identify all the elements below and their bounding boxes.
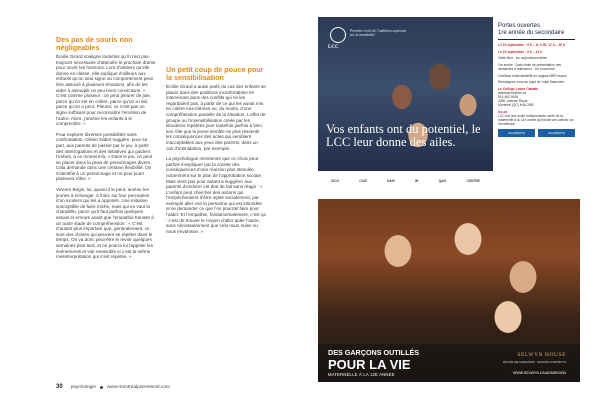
- students-photo: [318, 17, 493, 191]
- brand-subtitle: ÉCOLE DE GARÇONS · SCHOOL FOR BOYS: [503, 360, 566, 364]
- school-crest-icon: [330, 27, 346, 43]
- footer-url[interactable]: www.montrealparentsmtl.com: [107, 384, 170, 390]
- section-heading-1: Des pas de souris non négligeables: [56, 35, 133, 52]
- accreditation-badge: ACCRÉDITÉ: [498, 129, 535, 137]
- partner-logo: ISCO: [331, 179, 339, 183]
- selwyn-house-advertisement[interactable]: [318, 199, 580, 382]
- open-house-date: Le 21 septembre : 9 h – 11 h 30, 17 h – 20 h: [498, 43, 566, 48]
- open-house-panel: [493, 17, 580, 191]
- partner-logo: NAIS: [387, 179, 395, 183]
- selwyn-house-logo: SELWYN HOUSE: [517, 352, 566, 358]
- article-column-2: [166, 66, 266, 239]
- page-number: 30: [56, 384, 63, 390]
- section-name: psychologie: [70, 384, 97, 390]
- paragraph: Pour explorer diverses possibilités sans confrontation, Olivier Didier suggère, pour sa part, aux parents de passer par le jeu, à partir des interrogations et des initiatives qui guident l’enfant, à ce moment-là. « Dans le jeu, on peut se placer dans la peau de personnages divers. Cela demande donc une certaine flexibilité. On s’identifie à un personnage et on peut jouer plusieurs rôles. »: [56, 131, 153, 182]
- lcc-advertisement[interactable]: [318, 17, 580, 191]
- admission-url[interactable]: WWW.SELWYN.CA/ADMISSION: [512, 371, 566, 375]
- ad-line-3: MATERNELLE À LA 12E ANNÉE: [328, 372, 395, 377]
- open-house-date: Le 22 septembre : 9 h – 14 h: [498, 49, 542, 54]
- bullet-icon: [100, 386, 103, 389]
- accreditation-badge: ACCRÉDITÉ: [538, 129, 575, 137]
- article-column-1: [56, 36, 156, 265]
- ad-line-2: POUR LA VIE: [328, 357, 411, 372]
- paragraph: Émilie Girard a aussi parlé du cas des enfants se placer dans des positions inconfortables en intervenant dans des conflits qui ne les regardaient pas, à partir de ce qui les aurait mis en colère eux-mêmes ou, du moins, d’une compréhension partielle de la situation. L’effet de groupe ou l’insensibilisation créée par les situations répétées joue toutefois parfois à bien son rôle que le jeune semble ne plus ressentir les conséquences des actes qui semblent inacceptables aux yeux des parents, dans un cas d’intimidation, par exemple.: [166, 84, 266, 151]
- ad-headline: Vos enfants ont du potentiel, le LCC leur donne des ailes.: [326, 122, 481, 149]
- ad-tagline: Première école de l’ambition aspirante sur la mondialité: [350, 29, 407, 38]
- footnote: LCC est une école indépendante mixte de la maternelle à la 12e année qui fonde ses valeurs sur l’excellence: [498, 113, 574, 127]
- divider: [498, 39, 575, 40]
- partner-logo: CENTRE: [466, 179, 480, 183]
- visit-info: Visite libre : lcc.ca/portesouvertes: [498, 56, 548, 61]
- section-heading-2: Un petit coup de pouce pour la sensibilisation: [166, 65, 264, 82]
- address-line: 514 482 9916: [498, 95, 519, 100]
- partner-logo: IB: [415, 179, 419, 183]
- lcc-logo-text: LCC: [328, 45, 339, 50]
- partner-logo: CAIS: [359, 179, 367, 183]
- financial-aid-info: Renseignez-vous au sujet de l’aide financière: [498, 80, 565, 85]
- page-footer: [56, 384, 170, 390]
- accreditation-badges: [498, 129, 575, 137]
- paragraph: La psychologue mentionne que ce choix peut parfois s’expliquer par la crainte des conséquences d’une réaction plus stimulée, notamment sur le plan de l’approbation sociale. Mais vient pas pour autant à suggérer aux parents d’endurer cet état de fait sans réagir : « L’enfant peut chercher des actions qui l’empêcheraient d’être rejeté socialement, par exemple aller voir la personne qui est intimidée et se demander ce que l’on pourrait faire pour l’aider. Et l’empathie, fondamentalement, c’est ça : c’est de trouver le moyen d’aller aider l’autre, sans nécessairement que cela nous nuise ou nous envahisse. »: [166, 156, 266, 234]
- certificate-info: Certificat d’admissibilité en anglais MÉR requis: [498, 73, 567, 78]
- address-line: 4090, avenue Royal: [498, 99, 528, 104]
- open-house-title: Portes ouvertes: [498, 23, 541, 29]
- paragraph: Vincent Bégin, lui, quand il le peut, amène les jeunes à échanger, à froid, sur leur perception d’un incident qui les a opposés. Une initiative susceptible de faire miche, mais qui en vaut la chandelle, parce qu’il faut parfois quelques essais et erreurs avant que l’empathie transite à un autre stade de compréhension : « C’est d’autant plus important que, généralement, ce sont des choses qui peuvent se répéter dans le temps. On va donc peut-être le revoir quelques semaines plus tard, et on pourra lui rappeler les événements et voir ensemble si c’est la même mésinterprétation qui s’est répétée. »: [56, 187, 154, 260]
- ad-line-1: DES GARÇONS OUTILLÉS: [328, 348, 420, 357]
- address-line[interactable]: admissions@lcc.ca: [498, 90, 527, 95]
- partner-logo: QAIS: [438, 179, 447, 183]
- exam-info: 1re année : Date limite de présentation des demandes d’admission : 1er novembre: [498, 62, 562, 72]
- address-line: Montréal (QC) H4A 2M5: [498, 103, 534, 108]
- paragraph: Émilie Girard souligne toutefois qu’il n’est pas toujours nécessaire d’attendre le prochain drame pour ouvrir les horizons. Lors d’ateliers qu’elle donne en classe, elle explique d’ailleurs aux enfants qu’un seul signe ou comportement peut être associé à plusieurs émotions, afin de les aider à assouplir un peu leurs convictions. « C’est comme plusieur : on peut pleurer de joie, parce qu’on est en colère, parce qu’on a mal, parce qu’on a peur. Pleurer, ce n’est pas un signe suffisant pour reconnaître l’émotion de l’autre. Alors, j’amène les enfants à le comprendre. »: [56, 54, 156, 127]
- open-house-subtitle: 1re année du secondaire: [498, 29, 565, 36]
- partner-logos: [318, 171, 493, 191]
- school-name: Le Collège Lower Canada: [498, 86, 539, 91]
- website-link[interactable]: lcc.ca: [498, 109, 508, 114]
